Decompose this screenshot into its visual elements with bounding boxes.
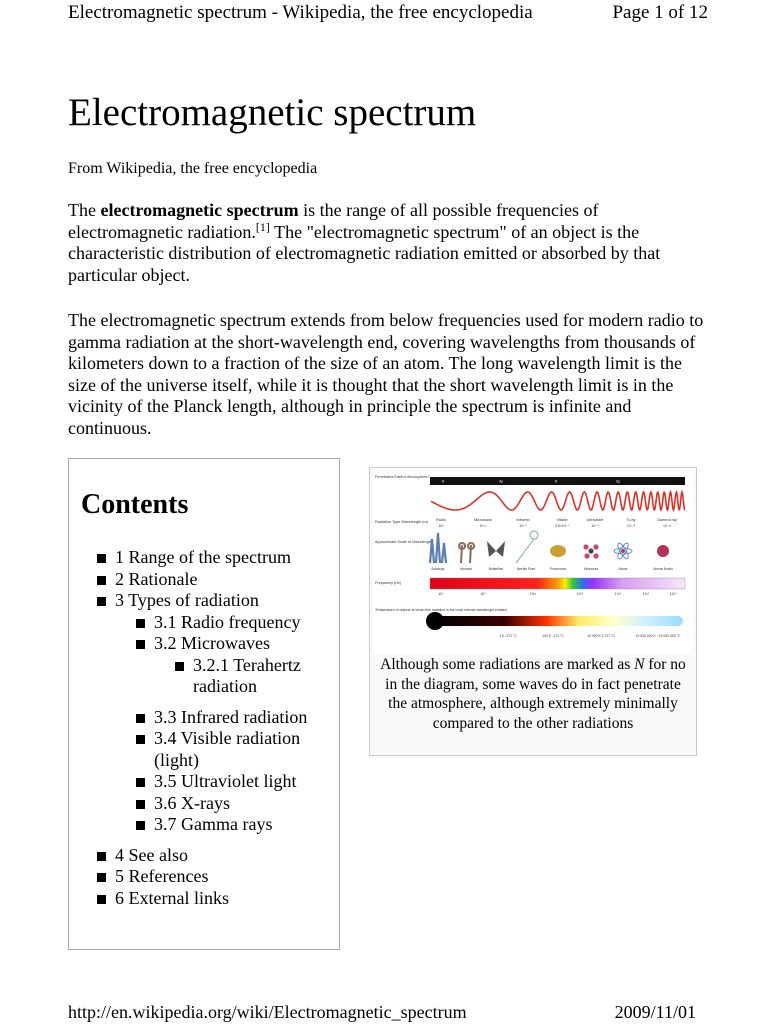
- frequency-tick-label: 10¹⁵: [576, 592, 584, 596]
- scale-label: Atoms: [618, 567, 628, 571]
- scale-label: Buildings: [431, 567, 445, 571]
- footer-date: 2009/11/01: [614, 1002, 696, 1022]
- frequency-bar: [430, 578, 685, 589]
- figure-caption: [374, 655, 692, 733]
- reference-link[interactable]: [1]: [255, 219, 270, 234]
- temperature-label: 10 000 000 K ~10 000 000 °C: [635, 634, 681, 638]
- toc-link[interactable]: 3.1 Radio frequency: [154, 611, 301, 632]
- bullet-icon: [136, 821, 145, 830]
- spectrum-diagram[interactable]: [373, 471, 693, 654]
- temperature-label: 10 000 K 9 727 °C: [587, 634, 615, 638]
- intro-paragraph: [68, 200, 708, 286]
- atmosphere-mark: Y: [554, 479, 558, 484]
- thermometer-bulb: [426, 612, 444, 630]
- print-footer: [68, 1002, 696, 1023]
- toc-link[interactable]: 3.6 X-rays: [154, 792, 230, 813]
- toc-item[interactable]: [136, 771, 337, 793]
- radiation-type-label: Microwave: [473, 518, 493, 522]
- bullet-icon: [136, 640, 145, 649]
- frequency-tick-label: 10¹²: [529, 592, 537, 596]
- site-sub: From Wikipedia, the free encyclopedia: [68, 160, 318, 177]
- bullet-icon: [97, 873, 106, 882]
- toc-link[interactable]: 3.2.1 Terahertz radiation: [193, 654, 301, 696]
- caption-part-a: Although some radiations are marked as: [380, 656, 635, 673]
- toc-item[interactable]: [136, 728, 337, 771]
- scale-label: Needle Point: [516, 567, 536, 571]
- spectrum-figure: [369, 467, 697, 756]
- bullet-icon: [97, 576, 106, 585]
- footer-url[interactable]: http://en.wikipedia.org/wiki/Electromagnetic_spectrum: [68, 1002, 467, 1022]
- atmosphere-mark: N: [499, 479, 503, 484]
- temp-label-text: Temperature of objects at which this radiation is the most intense wavelength emitted: [375, 608, 507, 612]
- toc-item[interactable]: [136, 633, 337, 707]
- bullet-icon: [136, 778, 145, 787]
- humans-icon: [459, 543, 474, 563]
- wavelength-label: 0.5×10⁻⁶: [554, 524, 570, 528]
- radiation-type-label: Ultraviolet: [586, 518, 604, 522]
- toc-link[interactable]: 1 Range of the spectrum: [115, 547, 291, 567]
- toc-link[interactable]: 3.4 Visible radiation (light): [154, 728, 301, 770]
- page-title: Electromagnetic spectrum: [68, 91, 477, 134]
- wavelength-label: 10⁻⁵: [519, 524, 527, 528]
- caption-n: N: [634, 656, 645, 673]
- wavelength-label: 10⁻¹⁰: [626, 524, 636, 528]
- p1-bold-term: electromagnetic spectrum: [100, 200, 299, 220]
- body-paragraph: The electromagnetic spectrum extends from below frequencies used for modern radio to gamma radiation at the short-wavelength end, covering wavelengths from thousands of kilometers down to a fraction of the size of an atom. The long wavelength limit is the size of the universe itself, while it is thought that the short wavelength limit is in the vicinity of the Planck length, although in principle the spectrum is infinite and continuous.: [68, 310, 704, 438]
- wavelength-label: 10⁻⁸: [591, 524, 599, 528]
- bullet-icon: [97, 895, 106, 904]
- nucleus-icon: [657, 545, 669, 557]
- toc-item[interactable]: [136, 612, 337, 634]
- toc-item[interactable]: [97, 845, 337, 867]
- caption-part-b: for no in the diagram, some waves do in fact penetrate the atmosphere, although extremely minimally compared to the other radiations: [385, 656, 686, 732]
- temperature-bar: [435, 616, 683, 626]
- label-scale: Approximate Scale of Wavelength: [375, 540, 433, 544]
- toc-title: Contents: [81, 489, 189, 520]
- temperature-label: 1 K -272 °C: [499, 634, 517, 638]
- toc-item[interactable]: [175, 655, 337, 698]
- label-frequency: Frequency (Hz): [375, 581, 402, 585]
- toc-sublist: [175, 655, 337, 698]
- scale-label: Butterflies: [488, 567, 504, 571]
- wavelength-label: 10³: [438, 524, 444, 528]
- bullet-icon: [97, 852, 106, 861]
- protozoan-icon: [550, 545, 566, 557]
- bullet-icon: [175, 662, 184, 671]
- molecule-icon: [583, 544, 598, 558]
- toc-item[interactable]: [136, 814, 337, 836]
- toc-link[interactable]: 3.2 Microwaves: [154, 633, 270, 653]
- bullet-icon: [97, 597, 106, 606]
- butterfly-icon: [487, 541, 505, 557]
- scale-label: Molecules: [583, 567, 599, 571]
- toc-item[interactable]: [136, 793, 337, 815]
- frequency-tick-label: 10¹⁸: [642, 592, 650, 596]
- p1-lead: The: [68, 200, 101, 220]
- radiation-type-label: Visible: [556, 518, 568, 522]
- label-penetrates: Penetrates Earth's Atmosphere?: [375, 475, 430, 479]
- scale-label: Protozoans: [549, 567, 567, 571]
- atmosphere-mark: N: [616, 479, 620, 484]
- toc-link[interactable]: 6 External links: [115, 887, 229, 908]
- atmosphere-mark: Y: [441, 479, 445, 484]
- toc-item[interactable]: [97, 569, 337, 591]
- scale-label: Humans: [460, 567, 472, 571]
- radiation-type-label: Gamma ray: [657, 518, 677, 522]
- buildings-icon: [430, 533, 446, 563]
- header-title: Electromagnetic spectrum - Wikipedia, the free encyclopedia: [68, 2, 533, 23]
- p1-mid: is the range of all possible frequencies of electromagnetic radiation.: [68, 200, 599, 242]
- toc-item[interactable]: [136, 707, 337, 729]
- bullet-icon: [136, 800, 145, 809]
- p1-tail: The "electromagnetic spectrum" of an object is the characteristic distribution of electromagnetic radiation emitted or absorbed by that particular object.: [68, 221, 661, 285]
- bullet-icon: [136, 714, 145, 723]
- toc-sublist: [136, 612, 337, 836]
- toc-link[interactable]: 3 Types of radiation: [115, 590, 259, 610]
- toc-item[interactable]: [97, 888, 337, 910]
- frequency-tick-label: 10⁸: [480, 592, 486, 596]
- scale-label: Atomic Nuclei: [653, 567, 673, 571]
- label-temperature: [375, 608, 507, 612]
- page-number: Page 1 of 12: [612, 2, 708, 23]
- radiation-type-label: X-ray: [626, 518, 636, 522]
- temperature-label: 100 K -173 °C: [542, 634, 564, 638]
- print-header: [68, 2, 708, 24]
- frequency-tick-label: 10¹⁶: [614, 592, 622, 596]
- frequency-tick-label: 10⁴: [438, 592, 444, 596]
- table-of-contents: [68, 458, 340, 950]
- bullet-icon: [97, 554, 106, 563]
- wave-curve: [431, 492, 685, 510]
- toc-item[interactable]: [97, 590, 337, 845]
- toc-link[interactable]: 3.5 Ultraviolet light: [154, 771, 297, 791]
- toc-link[interactable]: 3.3 Infrared radiation: [154, 706, 308, 727]
- needle-icon: [516, 531, 538, 563]
- atom-icon: [614, 542, 632, 561]
- toc-item[interactable]: [97, 547, 337, 569]
- frequency-tick-label: 10²⁰: [669, 592, 677, 596]
- bullet-icon: [136, 619, 145, 628]
- bullet-icon: [136, 735, 145, 744]
- toc-item[interactable]: [97, 866, 337, 888]
- wavelength-label: 10⁻¹²: [662, 524, 672, 528]
- toc-link[interactable]: 4 See also: [115, 844, 188, 865]
- toc-link[interactable]: 2 Rationale: [115, 568, 198, 589]
- toc-list: [97, 547, 337, 909]
- toc-link[interactable]: 5 References: [115, 866, 209, 886]
- radiation-type-label: Infrared: [516, 518, 530, 522]
- wavelength-label: 10⁻²: [479, 524, 487, 528]
- toc-link[interactable]: 3.7 Gamma rays: [154, 814, 273, 834]
- label-radiation-type: Radiation Type Wavelength (m): [375, 520, 428, 524]
- radiation-type-label: Radio: [436, 518, 446, 522]
